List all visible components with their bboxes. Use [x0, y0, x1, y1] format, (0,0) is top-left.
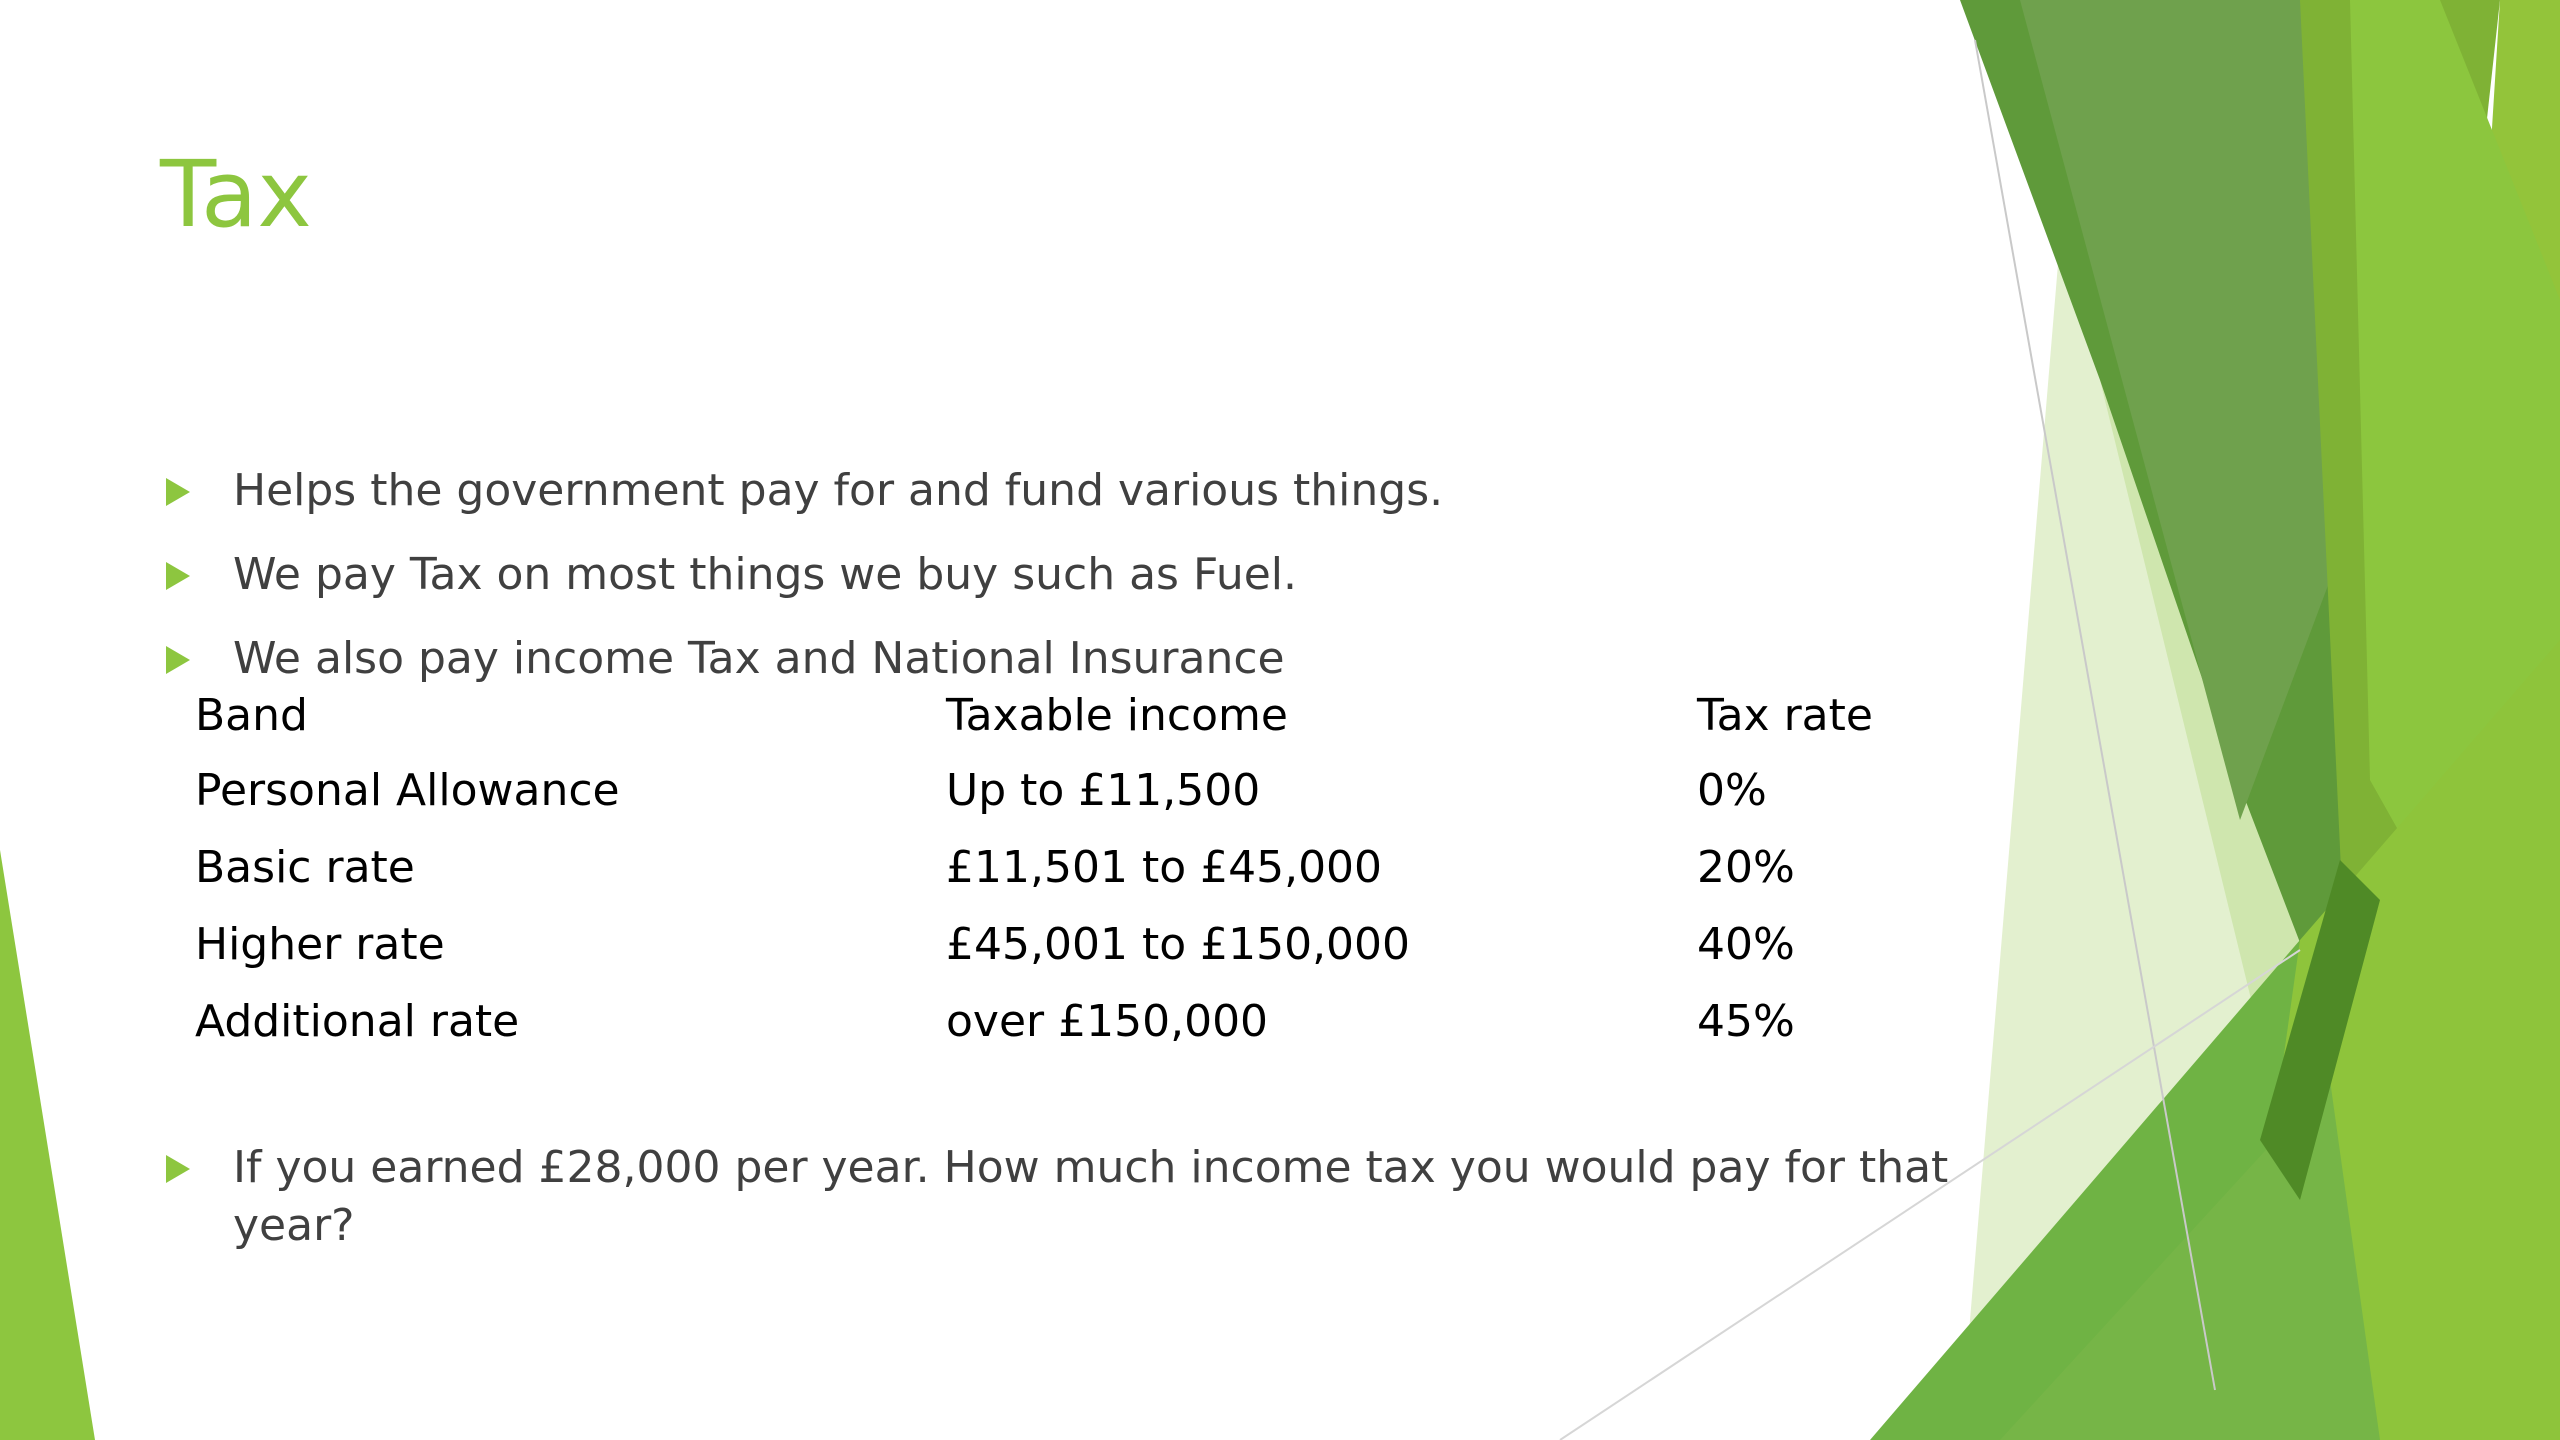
header-tax-rate: Tax rate	[1697, 690, 1873, 741]
cell-taxable-income: over £150,000	[946, 996, 1269, 1047]
left-edge-shape	[0, 850, 95, 1440]
question-bullet	[160, 1139, 2013, 1255]
bullet-text: We pay Tax on most things we buy such as Fuel.	[233, 549, 1298, 600]
cell-band: Personal Allowance	[195, 765, 620, 816]
tax-bands-table	[180, 680, 1957, 1060]
cell-tax-rate: 40%	[1697, 919, 1795, 970]
bullet-item	[160, 462, 1940, 520]
table-row	[180, 752, 1957, 829]
bullet-text: We also pay income Tax and National Insurance	[233, 633, 1285, 684]
cell-tax-rate: 20%	[1697, 842, 1795, 893]
table-header-row	[180, 680, 1957, 752]
bullet-item	[160, 546, 1940, 604]
bullet-list	[160, 462, 1940, 714]
slide-title: Tax	[160, 141, 312, 248]
cell-taxable-income: £45,001 to £150,000	[946, 919, 1411, 970]
triangle-bullet-icon	[166, 562, 190, 590]
bullet-text: Helps the government pay for and fund various things.	[233, 465, 1444, 516]
cell-tax-rate: 45%	[1697, 996, 1795, 1047]
table-row	[180, 829, 1957, 906]
cell-taxable-income: Up to £11,500	[946, 765, 1261, 816]
cell-band: Additional rate	[195, 996, 520, 1047]
triangle-bullet-icon	[166, 1155, 190, 1183]
cell-band: Higher rate	[195, 919, 445, 970]
triangle-bullet-icon	[166, 646, 190, 674]
triangle-bullet-icon	[166, 478, 190, 506]
cell-taxable-income: £11,501 to £45,000	[946, 842, 1383, 893]
question-text: If you earned £28,000 per year. How much income tax you would pay for that year?	[233, 1142, 1949, 1251]
header-band: Band	[195, 690, 308, 741]
table-row	[180, 983, 1957, 1060]
table-row	[180, 906, 1957, 983]
cell-tax-rate: 0%	[1697, 765, 1767, 816]
header-taxable-income: Taxable income	[946, 690, 1288, 741]
cell-band: Basic rate	[195, 842, 415, 893]
